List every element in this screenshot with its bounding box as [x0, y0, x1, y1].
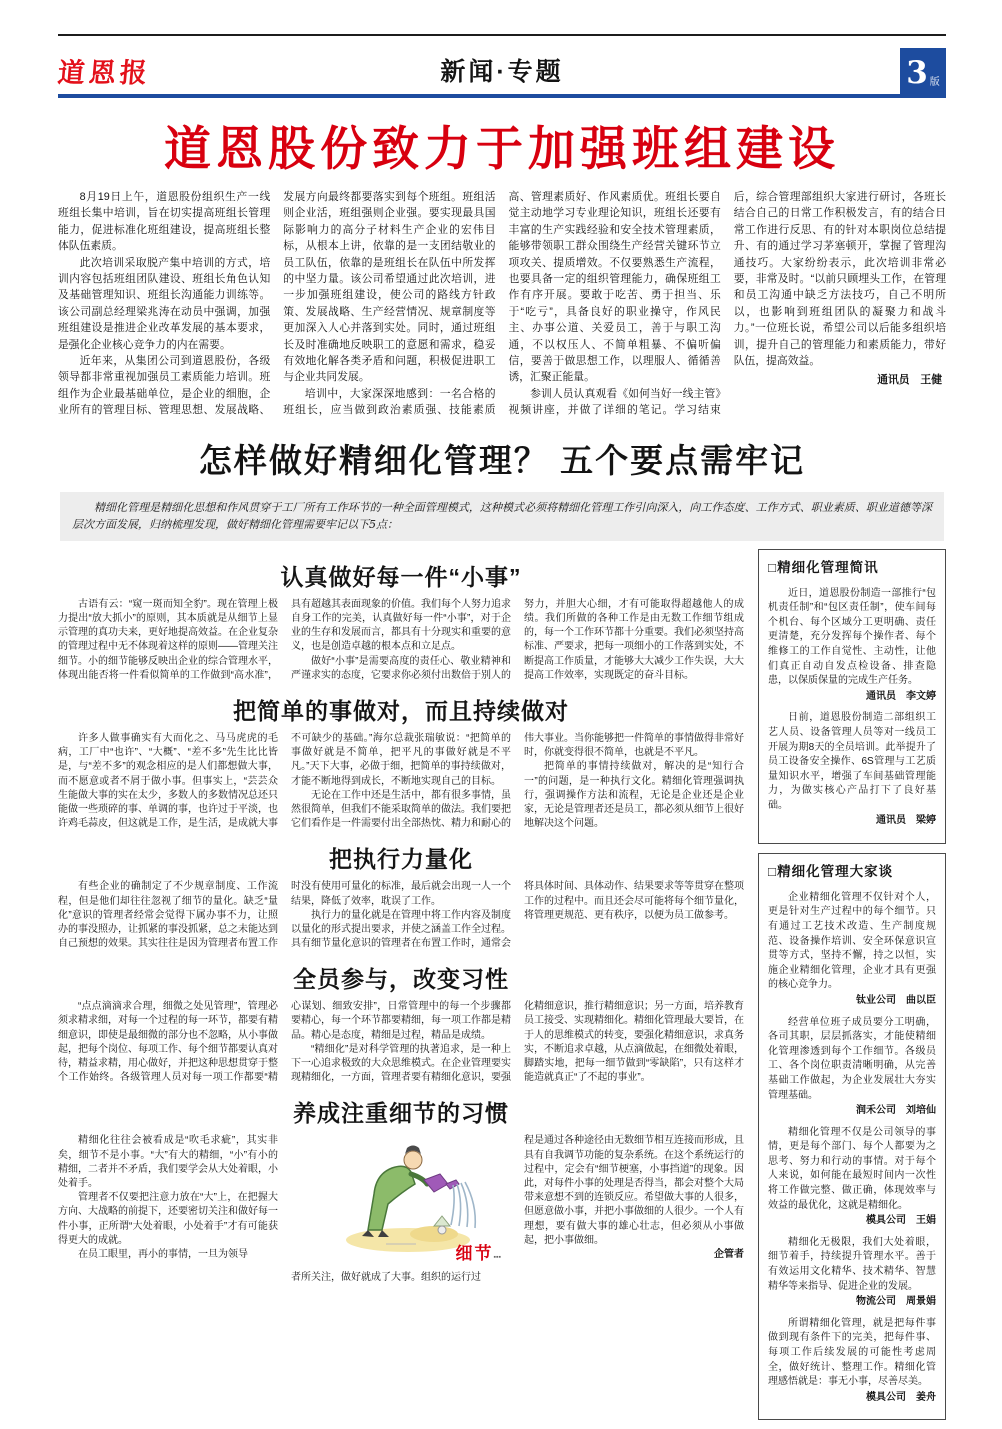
section-paragraph: 精细化往往会被看成是“吹毛求疵”，其实非矣，细节不是小事。“大”有大的精细，“小”有小的精细，二者并不矛盾，我们要学会从大处着眼，小处着手。: [58, 1135, 278, 1189]
section-body: [58, 732, 744, 831]
illustration-caption-text: 细节: [455, 1244, 494, 1265]
section-heading: 养成注重细节的习惯: [293, 1100, 509, 1127]
illustration-caption: [456, 1242, 501, 1266]
cartoon-illustration: [291, 1134, 511, 1270]
sidebar-box-briefs: [758, 549, 946, 844]
section-signoff: 企管者: [714, 1248, 744, 1260]
page-number-box: [900, 48, 946, 98]
section-title: 新闻·专题: [440, 58, 564, 86]
section-body: [58, 880, 744, 951]
section-detail-habit: [58, 1095, 744, 1284]
article-paragraph: 8月19日上午，道恩股份组织生产一线班组长集中培训，旨在切实提高班组长管理能力，促进标准化班组建设，提高班组长整体队伍素质。: [58, 191, 271, 253]
section-body: [58, 1134, 744, 1284]
section-column-3: [524, 1134, 744, 1284]
talk-byline: 润禾公司 刘培仙: [856, 1105, 936, 1117]
brief-byline: 通讯员 李文婷: [866, 690, 936, 702]
section-paragraph: “点点滴滴求合理，细微之处见管理”，管理必须求精求细，对每一个过程的每一环节，都要有精细意识，即使是最细微的部分也不忽略，从小事做起，把每个岗位、每项工作、每个细节都要认真对待，精益求精，用心做好，并把这种思想贯穿于整个工作始终。各级管理人员对每一项工作都要“精心谋划、细致安排”，日常管理中的每一个步骤都要精心，每一个环节都要精细，每一项工作都是精品。精心是态度，精细是过程，精品是成绩。: [58, 1001, 511, 1084]
lower-content: [58, 549, 946, 1429]
brief-item: 日前，道恩股份制造二部组织工艺人员、设备管理人员等对一线员工开展为期8天的全员培训。此举提升了员工设备安全操作、6S管理与工艺质量知识水平，增强了车间基础管理能力，为做实核心产品打下了良好基础。: [768, 712, 936, 811]
section-small-things: [58, 559, 744, 683]
section-heading: 认真做好每一件“小事”: [280, 563, 522, 590]
sidebar: [758, 549, 946, 1429]
article-paragraph: 此次培训采取脱产集中培训的方式，培训内容包括班组团队建设、班组长角色认知及基础管理知识、班组长沟通能力训练等。该公司副总经理梁兆涛在动员中强调，加强班组建设是推进企业改革发展的基本要求，是强化企业核心竞争力的内在需要。: [58, 256, 271, 351]
talk-byline: 模具公司 王娟: [866, 1215, 936, 1227]
feature-headline: 怎样做好精细化管理？ 五个要点需牢记: [198, 441, 806, 479]
section-heading: 把执行力量化: [329, 846, 473, 873]
man-watering-cartoon-image: [316, 1134, 486, 1256]
section-column-1: [58, 1134, 278, 1284]
page-header: [58, 34, 946, 98]
article-paragraph: 近年来，从集团公司到道恩股份，各级领导都非常重视加强员工素质能力培训。班组作为企业最基础单位，是企业的细胞，企业所有的管理目标、管理思想、发展战略、发展方向最终都要落实到每个班组。班组活则企业活，班组强则企业强。要实现最具国际影响力的高分子材料生产企业的宏伟目标，从根本上讲，依靠的是一支团结敬业的员工队伍，依靠的是班组长在队伍中所发挥的中坚力量。该公司希望通过此次培训，进一步加强班组建设，使公司的路线方针政策、发展战略、生产经营情况、规章制度等更加深入人心并落到实处。同时，通过班组长及时准确地反映职工的意愿和需求，稳妥有效地化解各类矛盾和问题，积极促进职工与企业共同发展。: [58, 191, 496, 417]
section-paragraph: 有些企业的确制定了不少规章制度、工作流程，但是他们却往往忽视了细节的量化。缺乏“量化”意识的管理者经常会觉得下属办事不力，让照办的事没照办，让抓紧的事没抓紧，总之未能达到自己预想的效果。其实往往是因为管理者布置工作时没有使用可量化的标准，最后就会出现一人一个结果，降低了效率，耽误了工作。: [58, 881, 511, 950]
feature-sections: [58, 549, 744, 1429]
talk-byline: 模具公司 姜舟: [866, 1391, 936, 1403]
section-quantify-execution: [58, 841, 744, 951]
section-heading: 把简单的事做对，而且持续做对: [233, 698, 569, 724]
section-paragraph: 把简单的事情持续做对，解决的是“知行合一”的问题，是一种执行文化。精细化管理强调执行，强调操作方法和流程，无论是企业还是企业家，无论是管理者还是员工，都必须从细节上很好地解决这个问题。: [524, 761, 744, 830]
talk-item: 所谓精细化管理，就是把每件事做到现有条件下的完美，把每件事、每项工作后续发展的可能性考虑周全，做好统计、整理工作。精细化管理感悟就是：事无小事，尽善尽美。: [768, 1317, 936, 1388]
section-paragraph: 者所关注，做好就成了大事。组织的运行过: [291, 1271, 481, 1283]
main-headline: 道恩股份致力于加强班组建设: [164, 122, 840, 175]
talk-item: 企业精细化管理不仅针对个人，更是针对生产过程中的每个细节。只有通过工艺技术改造、生产制度规范、设备操作培训、安全环保意识宣贯等方式，坚持不懈，持之以恒，实施企业精细化管理，企业才具有更强的核心竞争力。: [768, 891, 936, 991]
section-paragraph: 无论在工作中还是生活中，都有很多事情，虽然很简单，但我们不能采取简单的做法。我们要把它们看作是一件需要付出全部热忱、精力和耐心的伟大事业。当你能够把一件简单的事情做得非常好时，你就变得很不简单，也就是不平凡。: [291, 733, 744, 830]
talk-item: 精细化管理不仅是公司领导的事情，更是每个部门、每个人都要为之思考、努力和行动的事情。对于每个人来说，如何能在最短时间内一次性将工作做完整、做正确，体现效率与效益的最优化，这就是精细化。: [768, 1126, 936, 1211]
article-paragraph: 参训人员认真观看《如何当好一线主管》视频讲座，并做了详细的笔记。学习结束后，综合管理部组织大家进行研讨，各班长结合自己的日常工作积极发言，有的结合日常工作进行反思、有的针对本职岗位总结提升、有的通过学习茅塞顿开，掌握了管理沟通技巧。大家纷纷表示，此次培训非常必要，非常及时。“以前只顾埋头工作，在管理和员工沟通中缺乏方法技巧，自己不明所以，也影响到班组团队的凝聚力和战斗力。”一位班长说，希望公司以后能多组织培训，提升自己的管理能力和素质能力，带好队伍，提高效益。: [508, 191, 946, 417]
talk-item: 经营单位班子成员要分工明确，各司其职，层层抓落实，才能使精细化管理渗透到每个工作细节。各级员工、各个岗位职责清晰明确，从完善基础工作做起，为企业发展壮大夯实管理基础。: [768, 1016, 936, 1101]
top-article-body: [58, 189, 946, 419]
section-column-2: [291, 1134, 511, 1284]
sidebar-briefs-title: □精细化管理简讯: [768, 559, 879, 575]
section-paragraph: 做好“小事”是需要高度的责任心、敬业精神和严谨求实的态度，它要求你必须付出数倍于别人的努力，并胆大心细，才有可能取得超越他人的成绩。我们所做的各种工作是由无数工作细节组成的，每一个工作环节都十分重要。我们必须坚持高标准、严要求，把每一项细小的工作落到实处，不断提高工作质量，才能够大大减少工作失误，大大提高工作效率，实现既定的奋斗目标。: [291, 598, 744, 681]
feature-intro: 精细化管理是精细化思想和作风贯穿于工厂所有工作环节的一种全面管理模式，这种模式必须将精细化管理工作引向深入，向工作态度、工作方式、职业素质、职业道德等深层次方面发展，归纳梳理发现，做好精细化管理需要牢记以下5点：: [60, 492, 944, 541]
paper-logo: 道恩报: [56, 58, 153, 89]
talk-byline: 物流公司 周景娟: [856, 1296, 936, 1308]
section-heading: 全员参与，改变习性: [293, 966, 509, 993]
talk-item: 精细化无极限，我们大处着眼，细节着手，持续提升管理水平。善于有效运用文化精华、技术精华、智慧精华等来指导、促进企业的发展。: [768, 1236, 936, 1292]
section-paragraph: 管理者不仅要把注意力放在“大”上，在把握大方向、大战略的前提下，还要密切关注和做好每一件小事，正所谓“大处着眼，小处着手”才有可能获得更大的成就。: [58, 1192, 278, 1246]
section-paragraph: 许多人做事确实有大而化之、马马虎虎的毛病，工厂中“也许”、“大概”、“差不多”先生比比皆是，与“差不多”的观念相应的是人们都想做大事，而不愿意或者不屑于做小事。但事实上，“芸芸众生能做大事的实在太少，多数人的多数情况总还只能做一些琐碎的事、单调的事，也许过于平淡，也许鸡毛蒜皮，但这就是工作，是生活，是成就大事不可缺少的基础。”海尔总裁张瑞敏说：“把简单的事做好就是不简单，把平凡的事做好就是不平凡。”天下大事，必做于细，把简单的事持续做对，才能不断地得到成长，不断地实现自己的目标。: [58, 733, 511, 830]
illustration-caption-mark: ▪▪▪: [493, 1254, 501, 1262]
article-paragraph: 培训中，大家深深地感到：一名合格的班组长，应当做到政治素质强、技能素质高、管理素质好、作风素质优。班组长要自觉主动地学习专业理论知识，班组长还要有丰富的生产实践经验和安全技术管理素质，能够带领职工群众围绕生产经营关键环节立项攻关、提质增效。不仅要熟悉生产流程，也要具备一定的组织管理能力，确保班组工作有序开展。要敢于吃苦、勇于担当、乐于“吃亏”，具备良好的职业操守，作风民主、办事公道、关爱员工，善于与职工沟通，不以权压人、不简单粗暴、不偏听偏信，要善于做思想工作，以理服人、循循善诱，汇聚正能量。: [283, 191, 721, 417]
page-number: 3: [906, 54, 928, 91]
brief-item: 近日，道恩股份制造一部推行“包机责任制”和“包区责任制”，使车间每个机台、每个区域分工更明确、责任更清楚，充分发挥每个操作者、每个维修工的工作自觉性、主动性，让他们真正自动自发点检设备、排查隐患，以保质保量的完成生产任务。: [768, 587, 936, 687]
section-paragraph: 古语有云：“窥一斑而知全豹”。现在管理上极力提出“放大抓小”的原则，其本质就是从细节上显示管理的真功夫来，更好地提高效益。在企业复杂的管理过程中无不体现着这样的原则——管理关注细节。小的细节能够反映出企业的综合管理水平，体现出能否将一件看似简单的工作做到“高水准”，具有超越其表面现象的价值。我们每个人努力追求自身工作的完美，认真做好每一件“小事”，对于企业的生存和发展而言，都具有十分现实和重要的意义，也是创造卓越的根本点和立足点。: [58, 598, 511, 681]
talk-byline: 钛业公司 曲以臣: [856, 994, 936, 1006]
section-body: [58, 1000, 744, 1085]
section-paragraph: 执行力的量化就是在管理中将工作内容及制度以量化的形式提出要求，并使之涵盖工作全过程。具有细节量化意识的管理者在布置工作时，通常会将具体时间、具体动作、结果要求等等贯穿在整项工作的过程中。而且还会尽可能将每个细节量化，将管理更规范、更有秩序，以便为员工做参考。: [291, 881, 744, 950]
brief-byline: 通讯员 梁婷: [876, 815, 936, 827]
sidebar-box-talks: [758, 853, 946, 1420]
article-byline: 通讯员 王健: [877, 374, 942, 387]
sidebar-talks-title: □精细化管理大家谈: [768, 864, 894, 880]
section-do-simple-right: [58, 693, 744, 831]
section-paragraph: 在员工眼里，再小的事情，一旦为领导: [78, 1248, 248, 1260]
section-paragraph: 程是通过各种途径由无数细节相互连接而形成，且具有自我调节功能的复杂系统。在这个系统运行的过程中，定会有“细节梗塞，小事挡道”的现象。因此，对每件小事的处理是否得当，都会对整个大局带来意想不到的连锁反应。希望做大事的人很多，但愿意做小事，并把小事做细的人很少。一个人有理想，要有做大事的雄心壮志，但必须从小事做起，把小事做细。: [524, 1135, 744, 1246]
section-everyone-participates: [58, 961, 744, 1085]
section-body: [58, 598, 744, 683]
page-number-label: 版: [929, 76, 940, 88]
section-paragraph: “精细化”是对科学管理的执著追求，是一种上下一心追求极致的大众思维模式。在企业管理要实现精细化，一方面，管理者要有精细化意识，要强化精细意识，推行精细意识；另一方面，培养教育员工接受、实现精细化。精细化管理最大要旨，在于人的思维模式的转变，要强化精细意识，求真务实，不断追求卓越，从点滴做起，在细微处着眼，脚踏实地，把每一细节做到“零缺陷”，只有这样才能造就真正“了不起的事业”。: [291, 1001, 744, 1084]
